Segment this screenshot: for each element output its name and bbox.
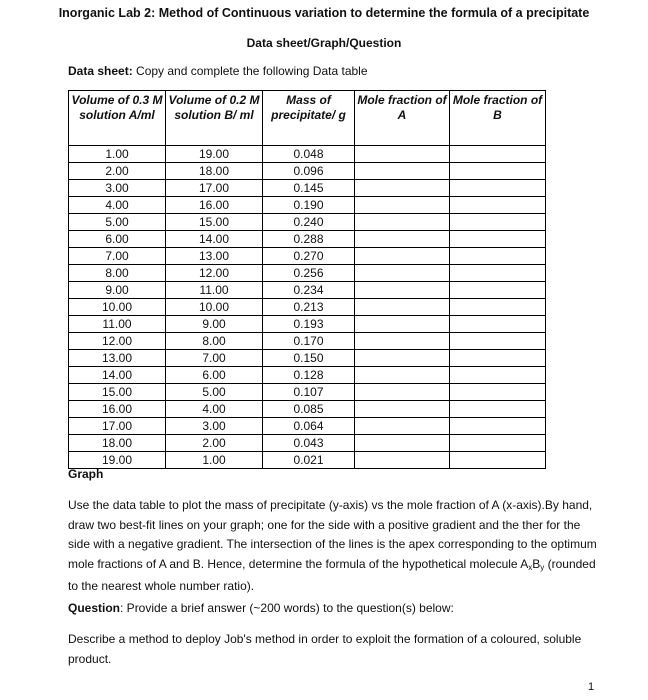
table-cell	[450, 299, 546, 316]
table-cell	[355, 180, 450, 197]
table-cell: 4.00	[69, 197, 166, 214]
table-cell	[355, 350, 450, 367]
table-cell: 18.00	[166, 163, 263, 180]
table-cell: 0.107	[263, 384, 355, 401]
table-cell: 18.00	[69, 435, 166, 452]
document-subtitle: Data sheet/Graph/Question	[246, 36, 402, 50]
table-row	[69, 180, 546, 197]
table-cell	[355, 435, 450, 452]
table-cell: 1.00	[166, 452, 263, 469]
subscript-x: x	[528, 562, 533, 572]
table-cell	[355, 146, 450, 163]
table-cell: 19.00	[69, 452, 166, 469]
table-cell: 0.234	[263, 282, 355, 299]
table-cell	[355, 418, 450, 435]
table-cell	[450, 146, 546, 163]
table-cell: 0.064	[263, 418, 355, 435]
column-header: Volume of 0.2 M solution B/ ml	[166, 91, 263, 146]
table-cell: 6.00	[69, 231, 166, 248]
table-cell: 0.021	[263, 452, 355, 469]
table-cell: 14.00	[69, 367, 166, 384]
question-prompt: Describe a method to deploy Job's method in order to exploit the formation of a coloured, soluble product.	[68, 632, 582, 666]
table-row	[69, 214, 546, 231]
table-cell	[450, 265, 546, 282]
table-cell	[355, 248, 450, 265]
table-cell: 0.145	[263, 180, 355, 197]
table-cell: 0.240	[263, 214, 355, 231]
question-line	[68, 601, 454, 615]
table-cell: 0.128	[263, 367, 355, 384]
table-row	[69, 316, 546, 333]
page-number: 1	[588, 681, 595, 693]
question-text: : Provide a brief answer (~200 words) to the question(s) below:	[120, 601, 454, 615]
table-cell: 10.00	[166, 299, 263, 316]
table-cell: 1.00	[69, 146, 166, 163]
table-cell	[450, 180, 546, 197]
table-cell: 9.00	[69, 282, 166, 299]
table-cell: 9.00	[166, 316, 263, 333]
table-cell	[450, 231, 546, 248]
table-cell: 0.150	[263, 350, 355, 367]
table-cell	[355, 231, 450, 248]
data-sheet-label: Data sheet:	[68, 64, 133, 78]
table-cell	[355, 163, 450, 180]
table-cell: 8.00	[69, 265, 166, 282]
table-row	[69, 282, 546, 299]
table-cell: 0.096	[263, 163, 355, 180]
table-cell	[450, 367, 546, 384]
column-header: Mole fraction of B	[450, 91, 546, 146]
table-row	[69, 401, 546, 418]
table-cell	[450, 401, 546, 418]
table-row	[69, 146, 546, 163]
table-cell	[355, 316, 450, 333]
table-cell	[450, 418, 546, 435]
column-header: Mole fraction of A	[355, 91, 450, 146]
table-cell	[450, 197, 546, 214]
table-cell: 14.00	[166, 231, 263, 248]
table-row	[69, 350, 546, 367]
table-header-row	[69, 91, 546, 146]
table-cell: 6.00	[166, 367, 263, 384]
table-cell	[450, 214, 546, 231]
table-body	[69, 146, 546, 469]
table-cell	[450, 248, 546, 265]
table-cell: 11.00	[69, 316, 166, 333]
table-cell: 0.085	[263, 401, 355, 418]
table-cell: 10.00	[69, 299, 166, 316]
table-row	[69, 333, 546, 350]
table-row	[69, 197, 546, 214]
table-cell: 0.048	[263, 146, 355, 163]
data-sheet-text: Copy and complete the following Data table	[136, 64, 368, 78]
table-row	[69, 435, 546, 452]
table-cell: 11.00	[166, 282, 263, 299]
table-cell	[450, 452, 546, 469]
table-cell: 16.00	[166, 197, 263, 214]
graph-text-mid: B	[532, 556, 541, 571]
table-cell	[450, 435, 546, 452]
table-cell: 19.00	[166, 146, 263, 163]
table-cell	[450, 333, 546, 350]
graph-heading: Graph	[68, 467, 104, 481]
table-cell: 0.170	[263, 333, 355, 350]
table-cell	[355, 367, 450, 384]
table-row	[69, 163, 546, 180]
table-cell: 12.00	[69, 333, 166, 350]
table-cell: 0.288	[263, 231, 355, 248]
column-header: Volume of 0.3 M solution A/ml	[69, 91, 166, 146]
table-cell	[355, 333, 450, 350]
table-cell: 2.00	[166, 435, 263, 452]
document-title: Inorganic Lab 2: Method of Continuous variation to determine the formula of a precipitate	[58, 6, 590, 20]
graph-text-after: (rounded to the nearest whole number ratio).	[68, 556, 596, 593]
table-cell: 4.00	[166, 401, 263, 418]
table-cell: 15.00	[69, 384, 166, 401]
table-cell: 3.00	[69, 180, 166, 197]
table-row	[69, 367, 546, 384]
table-cell: 0.213	[263, 299, 355, 316]
table-cell: 17.00	[69, 418, 166, 435]
graph-instructions	[68, 496, 598, 597]
table-cell	[355, 299, 450, 316]
question-label: Question	[68, 601, 121, 615]
table-cell: 8.00	[166, 333, 263, 350]
table-cell: 5.00	[69, 214, 166, 231]
table-cell: 0.193	[263, 316, 355, 333]
table-row	[69, 452, 546, 469]
graph-text-before: Use the data table to plot the mass of precipitate (y-axis) vs the mole fraction of A (x-axis).By hand, draw two best-fit lines on your graph; one for the side with a positive gradient and the ther for the side with a negative gradient. The intersection of the lines is the apex corresponding to the optimum mole fractions of A and B. Hence, determine the formula of the hypothetical molecule A	[68, 498, 597, 571]
table-cell: 12.00	[166, 265, 263, 282]
table-cell: 0.270	[263, 248, 355, 265]
table-row	[69, 231, 546, 248]
table-cell: 17.00	[166, 180, 263, 197]
table-cell: 7.00	[166, 350, 263, 367]
table-cell: 5.00	[166, 384, 263, 401]
table-cell	[355, 384, 450, 401]
table-cell	[355, 214, 450, 231]
table-row	[69, 384, 546, 401]
table-cell	[450, 316, 546, 333]
data-sheet-instruction	[68, 64, 368, 78]
table-row	[69, 299, 546, 316]
table-cell: 0.190	[263, 197, 355, 214]
subscript-y: y	[540, 562, 545, 572]
table-cell: 0.043	[263, 435, 355, 452]
column-header: Mass of precipitate/ g	[263, 91, 355, 146]
table-cell: 3.00	[166, 418, 263, 435]
table-cell	[450, 350, 546, 367]
table-cell: 16.00	[69, 401, 166, 418]
table-cell: 7.00	[69, 248, 166, 265]
table-cell: 2.00	[69, 163, 166, 180]
table-cell: 0.256	[263, 265, 355, 282]
table-cell	[355, 401, 450, 418]
table-cell: 15.00	[166, 214, 263, 231]
data-table	[68, 90, 546, 469]
table-cell	[355, 197, 450, 214]
table-cell	[450, 384, 546, 401]
table-row	[69, 248, 546, 265]
table-cell	[355, 452, 450, 469]
table-cell	[450, 163, 546, 180]
table-row	[69, 418, 546, 435]
table-cell: 13.00	[69, 350, 166, 367]
table-row	[69, 265, 546, 282]
table-cell	[355, 282, 450, 299]
table-cell	[450, 282, 546, 299]
table-cell: 13.00	[166, 248, 263, 265]
table-cell	[355, 265, 450, 282]
